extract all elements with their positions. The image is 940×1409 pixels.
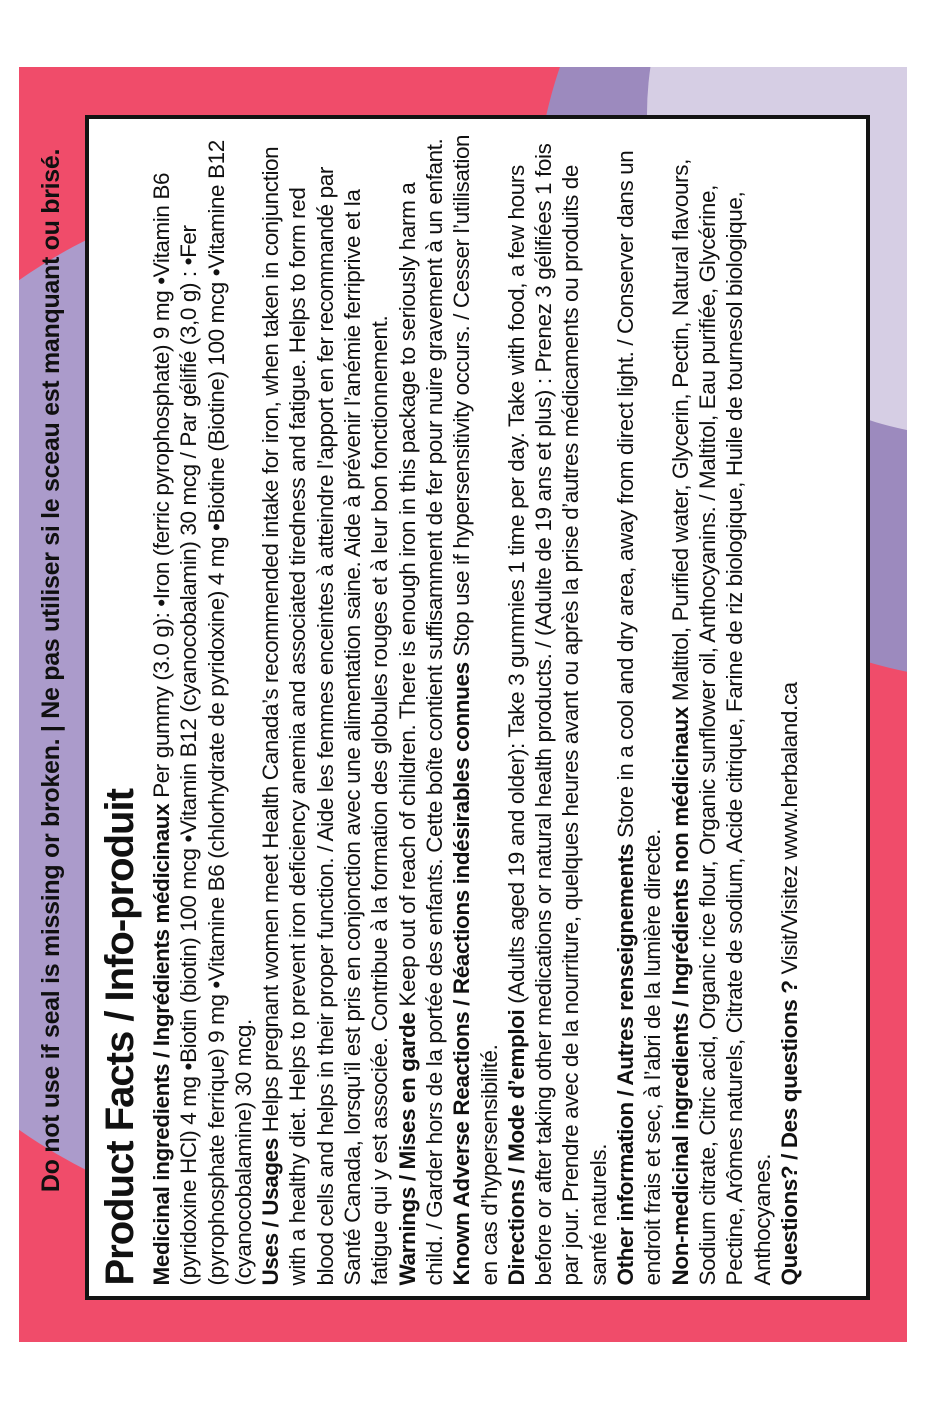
section-warnings: [393, 130, 448, 1285]
section-heading: Questions? / Des questions ?: [776, 979, 802, 1285]
section-body: Stop use if hypersensitivity occurs. / Cesser l’utilisation en cas d’hypersensibilité.: [448, 134, 502, 1285]
section-heading: Known Adverse Reactions / Réactions indésirables connues: [448, 661, 474, 1285]
section-heading: Medicinal ingredients / Ingrédients médicinaux: [148, 803, 174, 1285]
section-body: Maltitol, Purified water, Glycerin, Pectin, Natural flavours, Sodium citrate, Citric acid, Organic rice flour, Organic sunflower oil, Anthocyanins. / Maltitol, Eau purifiée, Glycérine, Pectine, Arômes naturels, Citrate de sodium, Acide citrique, Farine de riz biologique, Huile de tournesol biologique, Anthocyanes.: [667, 158, 775, 1285]
section-body: Store in a cool and dry area, away from direct light. / Conserver dans un endroit frais et sec, à l’abri de la lumière directe.: [612, 150, 665, 1285]
package-panel: [19, 67, 907, 1342]
section-uses: [257, 130, 393, 1285]
section-adverse-reactions: [448, 130, 503, 1285]
section-questions: [775, 130, 802, 1285]
product-facts-title: Product Facts / Info-produit: [97, 788, 142, 1285]
section-heading: Warnings / Mises en garde: [394, 1012, 420, 1285]
section-heading: Uses / Usages: [257, 1137, 283, 1285]
section-body: Helps pregnant women meet Health Canada’s recommended intake for iron, when taken in conjunction with a healthy diet. Helps to prevent iron deficiency anemia and associated tiredness and fatigue. Helps to form red blood cells and helps in their proper function. / Aide les femmes enceintes à atteindre l’apport en fer recommandé par Santé Canada, lorsqu’il est pris en conjonction avec une alimentation saine. Aide à prévenir l’anémie ferriprive et la fatigue qui y est associée. Contribue à la formation des globules rouges et à leur bon fonctionnement.: [257, 146, 392, 1285]
section-directions: [502, 130, 611, 1285]
section-non-medicinal-ingredients: [666, 130, 775, 1285]
rotated-label-content: [98, 130, 858, 1285]
section-body: Keep out of reach of children. There is enough iron in this package to seriously harm a child. / Garder hors de la portée des enfants. Cette boîte contient suffisamment de fer pour nuire gravement à un enfant.: [394, 138, 447, 1285]
section-heading: Directions / Mode d’emploi: [503, 1009, 529, 1285]
section-other-information: [612, 130, 667, 1285]
section-heading: Other information / Autres renseignements: [612, 843, 638, 1285]
section-medicinal-ingredients: [148, 130, 257, 1285]
seal-warning-text: Do not use if seal is missing or broken. | Ne pas utiliser si le sceau est manquant ou brisé.: [37, 148, 66, 1193]
section-body: Per gummy (3.0 g): •Iron (ferric pyrophosphate) 9 mg •Vitamin B6 (pyridoxine HCl) 4 mg •Biotin (biotin) 100 mcg •Vitamin B12 (cyanocobalamin) 30 mcg / Par gélifié (3,0 g) : •Fer (pyrophosphate ferrique) 9 mg •Vitamine B6 (chlorhydrate de pyridoxine) 4 mg •Biotine (Biotine) 100 mcg •Vitamine B12 (cyanocobalamine) 30 mcg.: [148, 139, 256, 1285]
section-body: Visit/Visitez www.herbaland.ca: [776, 681, 802, 980]
seal-warning-strip: [19, 67, 85, 1342]
product-facts-panel: [85, 115, 870, 1300]
section-body: (Adults aged 19 and older): Take 3 gummies 1 time per day. Take with food, a few hours before or after taking other medications or natural health products. / (Adulte de 19 ans et plus) : Prenez 3 gélifiées 1 fois par jour. Prendre avec de la nourriture, quelques heures avant ou après la prise d’autres médicaments ou produits de santé naturels.: [503, 143, 611, 1285]
section-heading: Non-medicinal ingredients / Ingrédients non médicinaux: [667, 706, 693, 1285]
